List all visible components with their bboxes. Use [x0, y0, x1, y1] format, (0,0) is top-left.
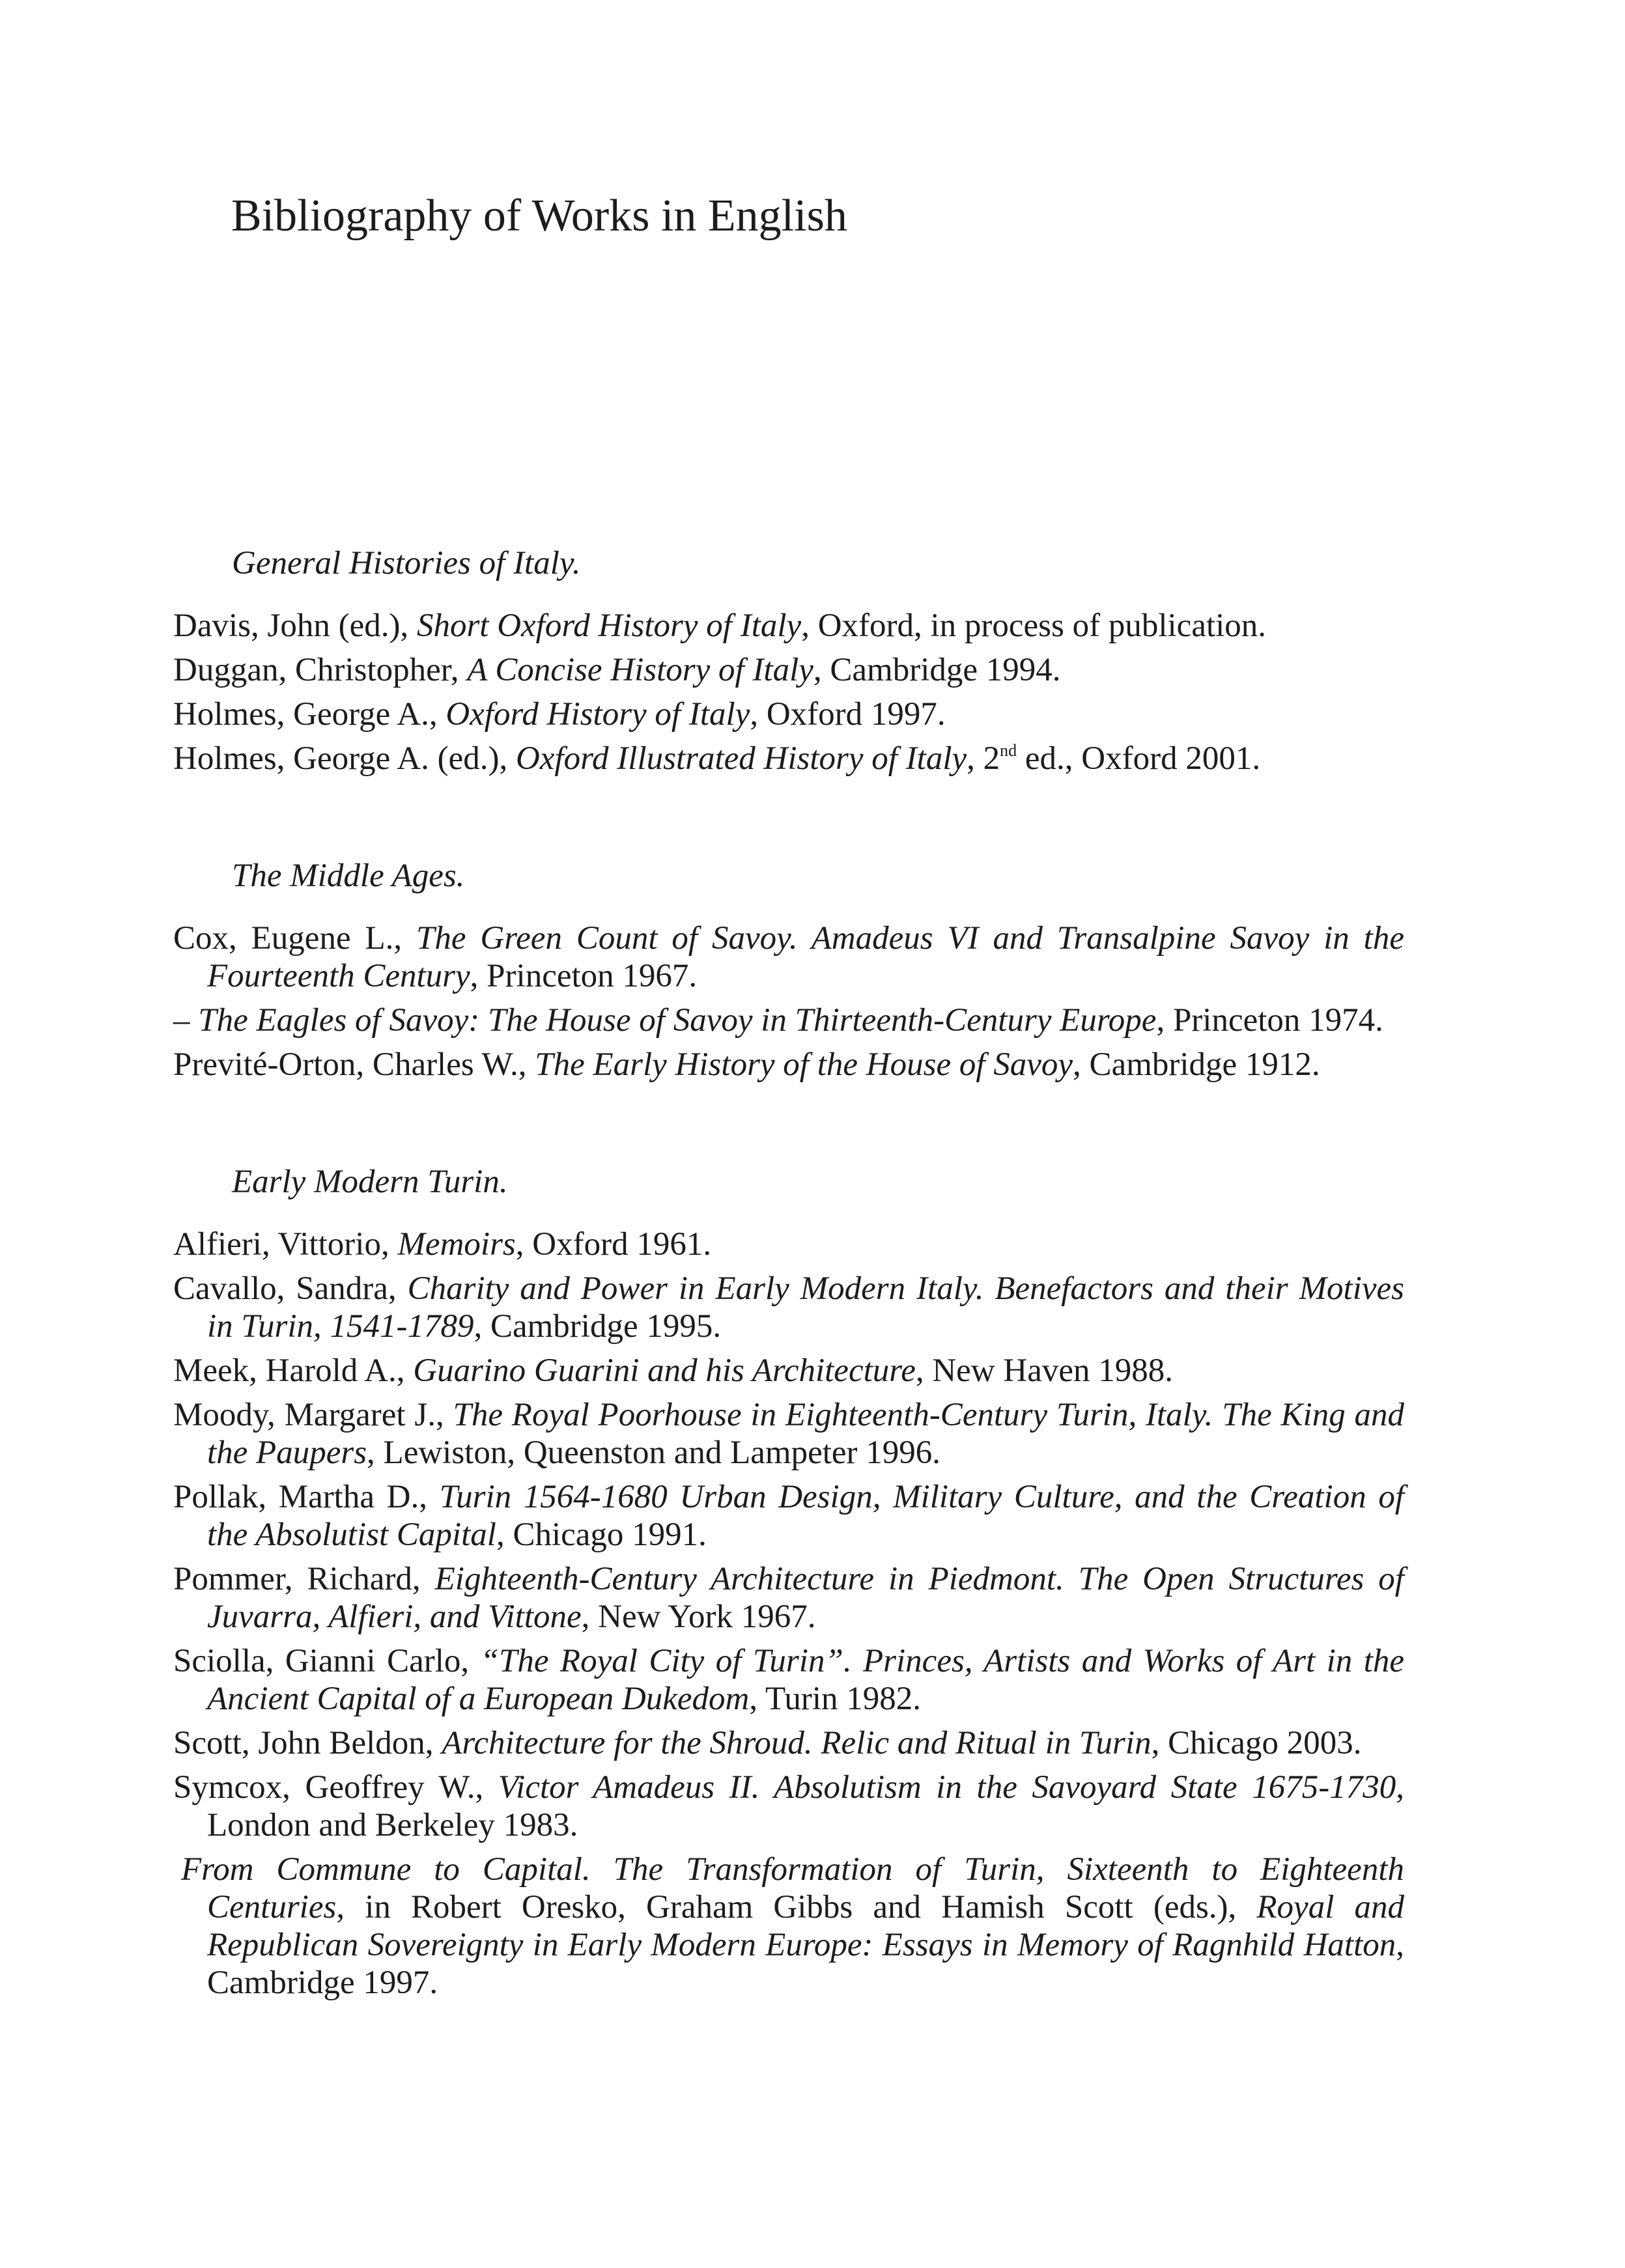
bibliography-entry [173, 607, 1404, 645]
bibliography-entry [173, 1724, 1404, 1762]
entry-text: Duggan, Christopher, [173, 652, 468, 688]
entry-text: , Cambridge 1995. [473, 1308, 722, 1345]
entry-text: ed., Oxford 2001. [1017, 740, 1261, 777]
entry-text: , New Haven 1988. [915, 1352, 1173, 1389]
bibliography-entry [173, 695, 1404, 733]
entry-text: Alfieri, Vittorio, [173, 1226, 398, 1263]
entry-text: , 2 [967, 740, 1000, 777]
entry-text: Holmes, George A. (ed.), [173, 740, 516, 777]
entry-title-italic: Eighteenth-Century Architecture in Piedmont. The Open Structures of Juvarra, Alfieri, and Vittone [207, 1561, 1404, 1635]
entry-text: , Lewiston, Queenston and Lampeter 1996. [367, 1435, 940, 1471]
entry-title-italic: Guarino Guarini and his Architecture [413, 1352, 916, 1389]
entry-text: , Oxford 1997. [750, 696, 946, 733]
entry-text: , Oxford, in process of publication. [801, 608, 1267, 644]
entry-title-italic: Architecture for the Shroud. Relic and Ritual in Turin [442, 1725, 1152, 1761]
bibliography-entry [173, 1225, 1404, 1263]
bibliography-entry [173, 1769, 1404, 1844]
entry-text: Meek, Harold A., [173, 1352, 414, 1389]
entry-text: , Princeton 1967. [470, 958, 698, 994]
entry-title-italic: Oxford Illustrated History of Italy [515, 740, 967, 777]
entry-title-italic: A Concise History of Italy [467, 652, 813, 688]
entry-text: Sciolla, Gianni Carlo, [173, 1643, 481, 1679]
entry-text: , Chicago 1991. [496, 1517, 707, 1553]
bibliography-entry [173, 1396, 1404, 1472]
entry-title-italic: The Green Count of Savoy. Amadeus VI and Transalpine Savoy in the Fourteenth Century [207, 920, 1404, 994]
entry-text: Pommer, Richard, [173, 1561, 435, 1597]
entry-text: , New York 1967. [581, 1599, 816, 1635]
entry-title-italic: The Eagles of Savoy: The House of Savoy in Thirteenth-Century Europe [198, 1002, 1157, 1039]
entry-text: , Cambridge 1997. [207, 1927, 1404, 2001]
entry-text: , Chicago 2003. [1151, 1725, 1362, 1761]
bibliography-content [173, 544, 1404, 2008]
entry-text: Scott, John Beldon, [173, 1725, 442, 1761]
bibliography-entry [173, 1478, 1404, 1554]
bibliography-entry [173, 919, 1404, 995]
entry-title-italic: Short Oxford History of Italy [416, 608, 802, 644]
entry-text: , in Robert Oresko, Graham Gibbs and Hamish Scott (eds.), [336, 1889, 1257, 1925]
bibliography-section [173, 544, 1404, 777]
entry-text: , Princeton 1974. [1156, 1002, 1383, 1039]
entry-title-italic: Charity and Power in Early Modern Italy. Benefactors and their Motives in Turin, 1541-1789 [207, 1270, 1404, 1345]
section-heading: General Histories of Italy. [232, 545, 581, 581]
entry-text: , Oxford 1961. [515, 1226, 712, 1263]
entry-title-italic: From Commune to Capital. The Transformation of Turin, Sixteenth to Eighteenth Centuries [181, 1851, 1404, 1925]
entry-title-italic: Royal and Republican Sovereignty in Early Modern Europe: Essays in Memory of Ragnhild Hatton [207, 1889, 1404, 1963]
bibliography-entry [173, 1851, 1404, 2002]
bibliography-entry [173, 1046, 1404, 1084]
entry-text: Pollak, Martha D., [173, 1479, 440, 1515]
entry-text: Holmes, George A., [173, 696, 446, 733]
entry-text: Previté-Orton, Charles W., [173, 1046, 535, 1083]
entry-text: Cox, Eugene L., [173, 920, 416, 957]
section-heading: The Middle Ages. [232, 858, 465, 894]
entry-title-italic: The Early History of the House of Savoy [535, 1046, 1073, 1083]
bibliography-entry [173, 1642, 1404, 1718]
bibliography-entry [173, 1560, 1404, 1636]
bibliography-section [173, 1163, 1404, 2002]
entry-title-italic: Memoirs [397, 1226, 516, 1263]
bibliography-entry [173, 740, 1404, 777]
entry-title-italic: The Royal Poorhouse in Eighteenth-Century Turin, Italy. The King and the Paupers [207, 1397, 1404, 1471]
entry-title-italic: Oxford History of Italy [445, 696, 750, 733]
entry-text: , Turin 1982. [749, 1681, 921, 1717]
entry-title-italic: Victor Amadeus II. Absolutism in the Savoyard State 1675-1730 [498, 1769, 1396, 1806]
bibliography-section [173, 857, 1404, 1084]
entry-text: , Cambridge 1912. [1073, 1046, 1320, 1083]
superscript: nd [1000, 741, 1017, 760]
entry-text: Symcox, Geoffrey W., [173, 1769, 498, 1806]
bibliography-entry [173, 1001, 1404, 1039]
bibliography-entry [173, 651, 1404, 689]
entry-title-italic: Turin 1564-1680 Urban Design, Military Culture, and the Creation of the Absolutist Capital [207, 1479, 1404, 1553]
section-heading: Early Modern Turin. [232, 1164, 508, 1200]
entry-text: Cavallo, Sandra, [173, 1270, 408, 1307]
entry-text: Moody, Margaret J., [173, 1397, 453, 1433]
entry-text: – [173, 1002, 199, 1039]
entry-text: , London and Berkeley 1983. [207, 1769, 1404, 1843]
entry-title-italic: “The Royal City of Turin”. Princes, Artists and Works of Art in the Ancient Capital of a European Dukedom [207, 1643, 1404, 1717]
entry-text: Davis, John (ed.), [173, 608, 417, 644]
entry-text: , Cambridge 1994. [813, 652, 1061, 688]
page-title: Bibliography of Works in English [231, 191, 847, 241]
bibliography-entry [173, 1352, 1404, 1390]
bibliography-entry [173, 1270, 1404, 1345]
